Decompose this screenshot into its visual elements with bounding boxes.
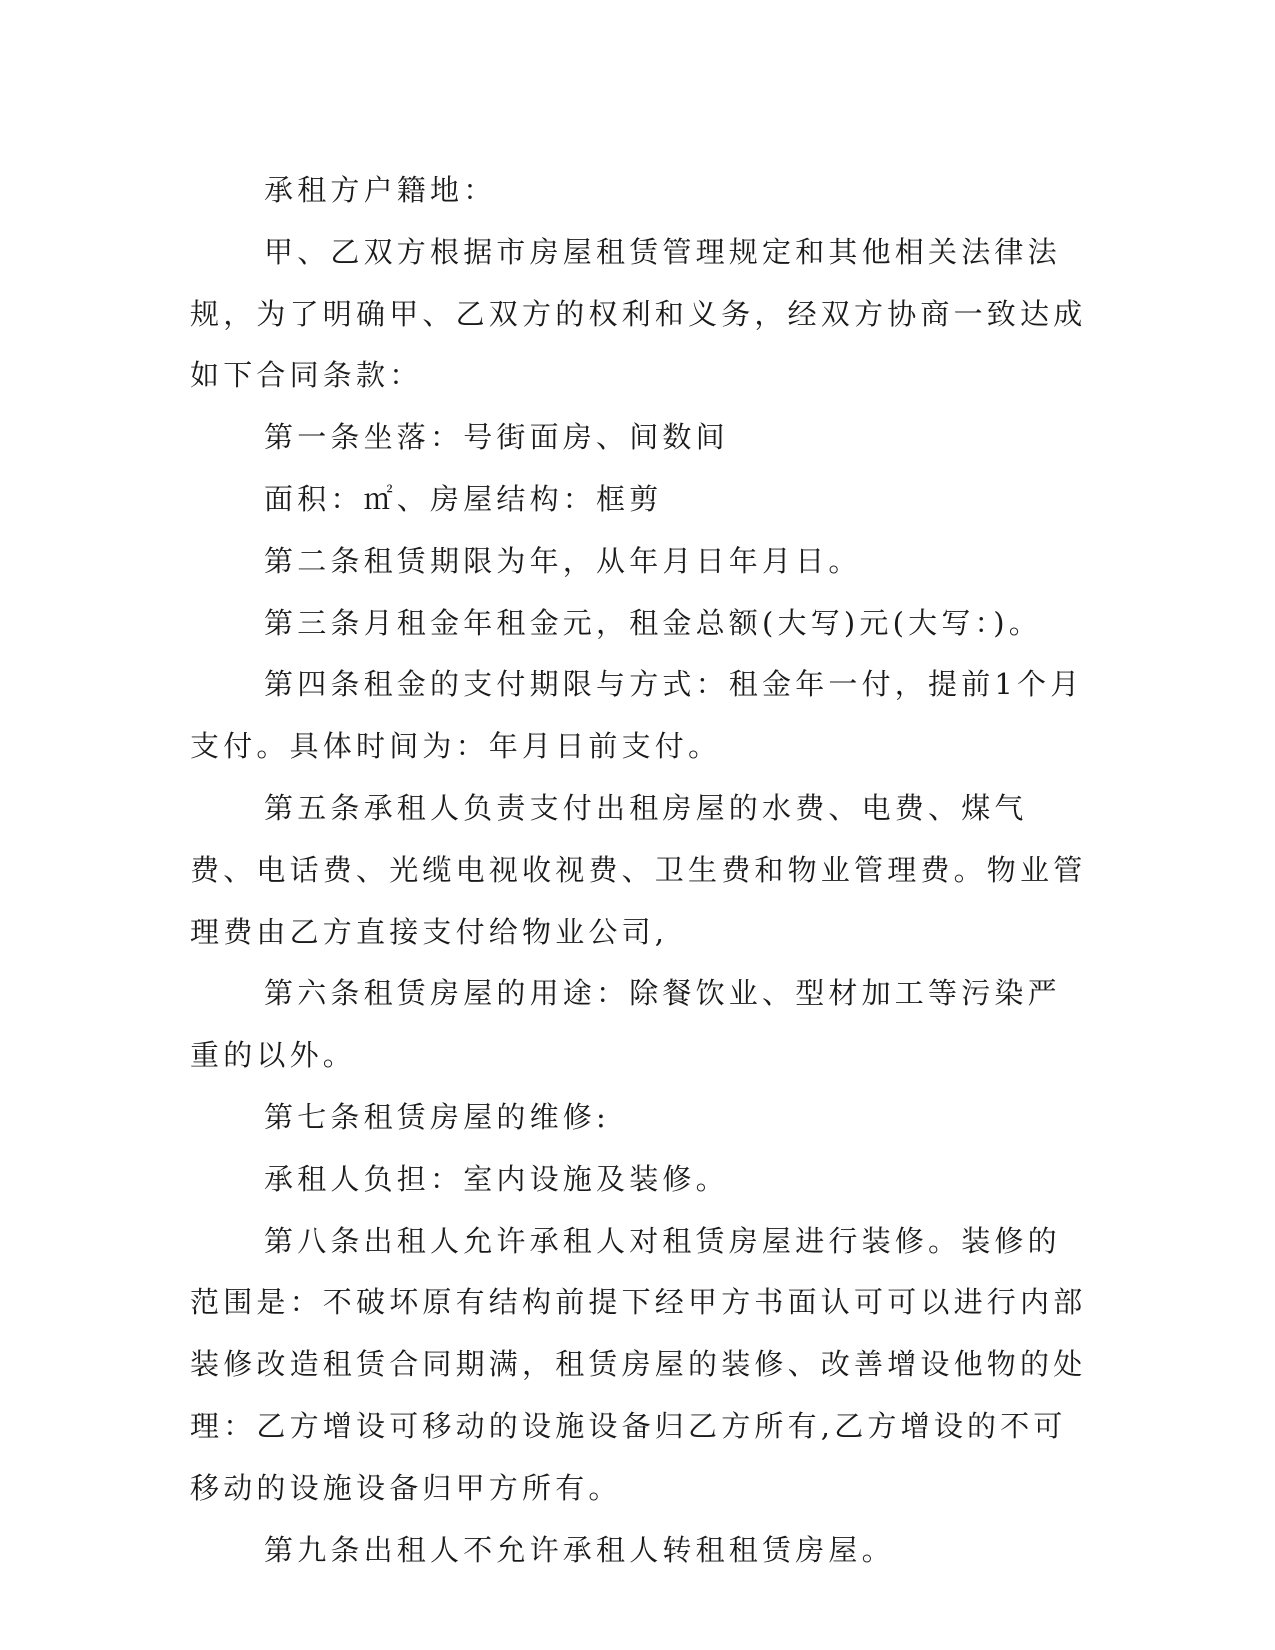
paragraph-article-2: 第二条租赁期限为年，从年月日年月日。: [264, 543, 862, 578]
paragraph-article-8: 第八条出租人允许承租人对租赁房屋进行装修。装修的范围是：不破坏原有结构前提下经甲方书面认可可以进行内部装修改造租赁合同期满，租赁房屋的装修、改善增设他物的处理：乙方增设可移动的设施设备归乙方所有,乙方增设的不可移动的设施设备归甲方所有。: [190, 1223, 1087, 1505]
paragraph-area-structure: 面积：㎡、房屋结构：框剪: [264, 481, 663, 516]
paragraph-article-7: 第七条租赁房屋的维修:: [264, 1099, 610, 1134]
paragraph-article-6: 第六条租赁房屋的用途：除餐饮业、型材加工等污染严重的以外。: [190, 976, 1061, 1073]
paragraph-article-9: 第九条出租人不允许承租人转租租赁房屋。: [264, 1532, 895, 1567]
paragraph-preamble: 甲、乙双方根据市房屋租赁管理规定和其他相关法律法规，为了明确甲、乙双方的权利和义务，经双方协商一致达成如下合同条款：: [190, 234, 1087, 393]
document-body: [190, 160, 1090, 1581]
paragraph-repair-responsibility: 承租人负担：室内设施及装修。: [264, 1161, 729, 1196]
paragraph-article-5: 第五条承租人负责支付出租房屋的水费、电费、煤气费、电话费、光缆电视收视费、卫生费和物业管理费。物业管理费由乙方直接支付给物业公司,: [190, 790, 1087, 949]
paragraph-tenant-domicile: 承租方户籍地：: [264, 173, 497, 207]
paragraph-article-1: 第一条坐落：号街面房、间数间: [264, 420, 729, 455]
paragraph-article-4: 第四条租金的支付期限与方式：租金年一付，提前1个月支付。具体时间为：年月日前支付。: [190, 667, 1084, 764]
paragraph-article-3: 第三条月租金年租金元，租金总额(大写)元(大写：)。: [264, 605, 1042, 640]
